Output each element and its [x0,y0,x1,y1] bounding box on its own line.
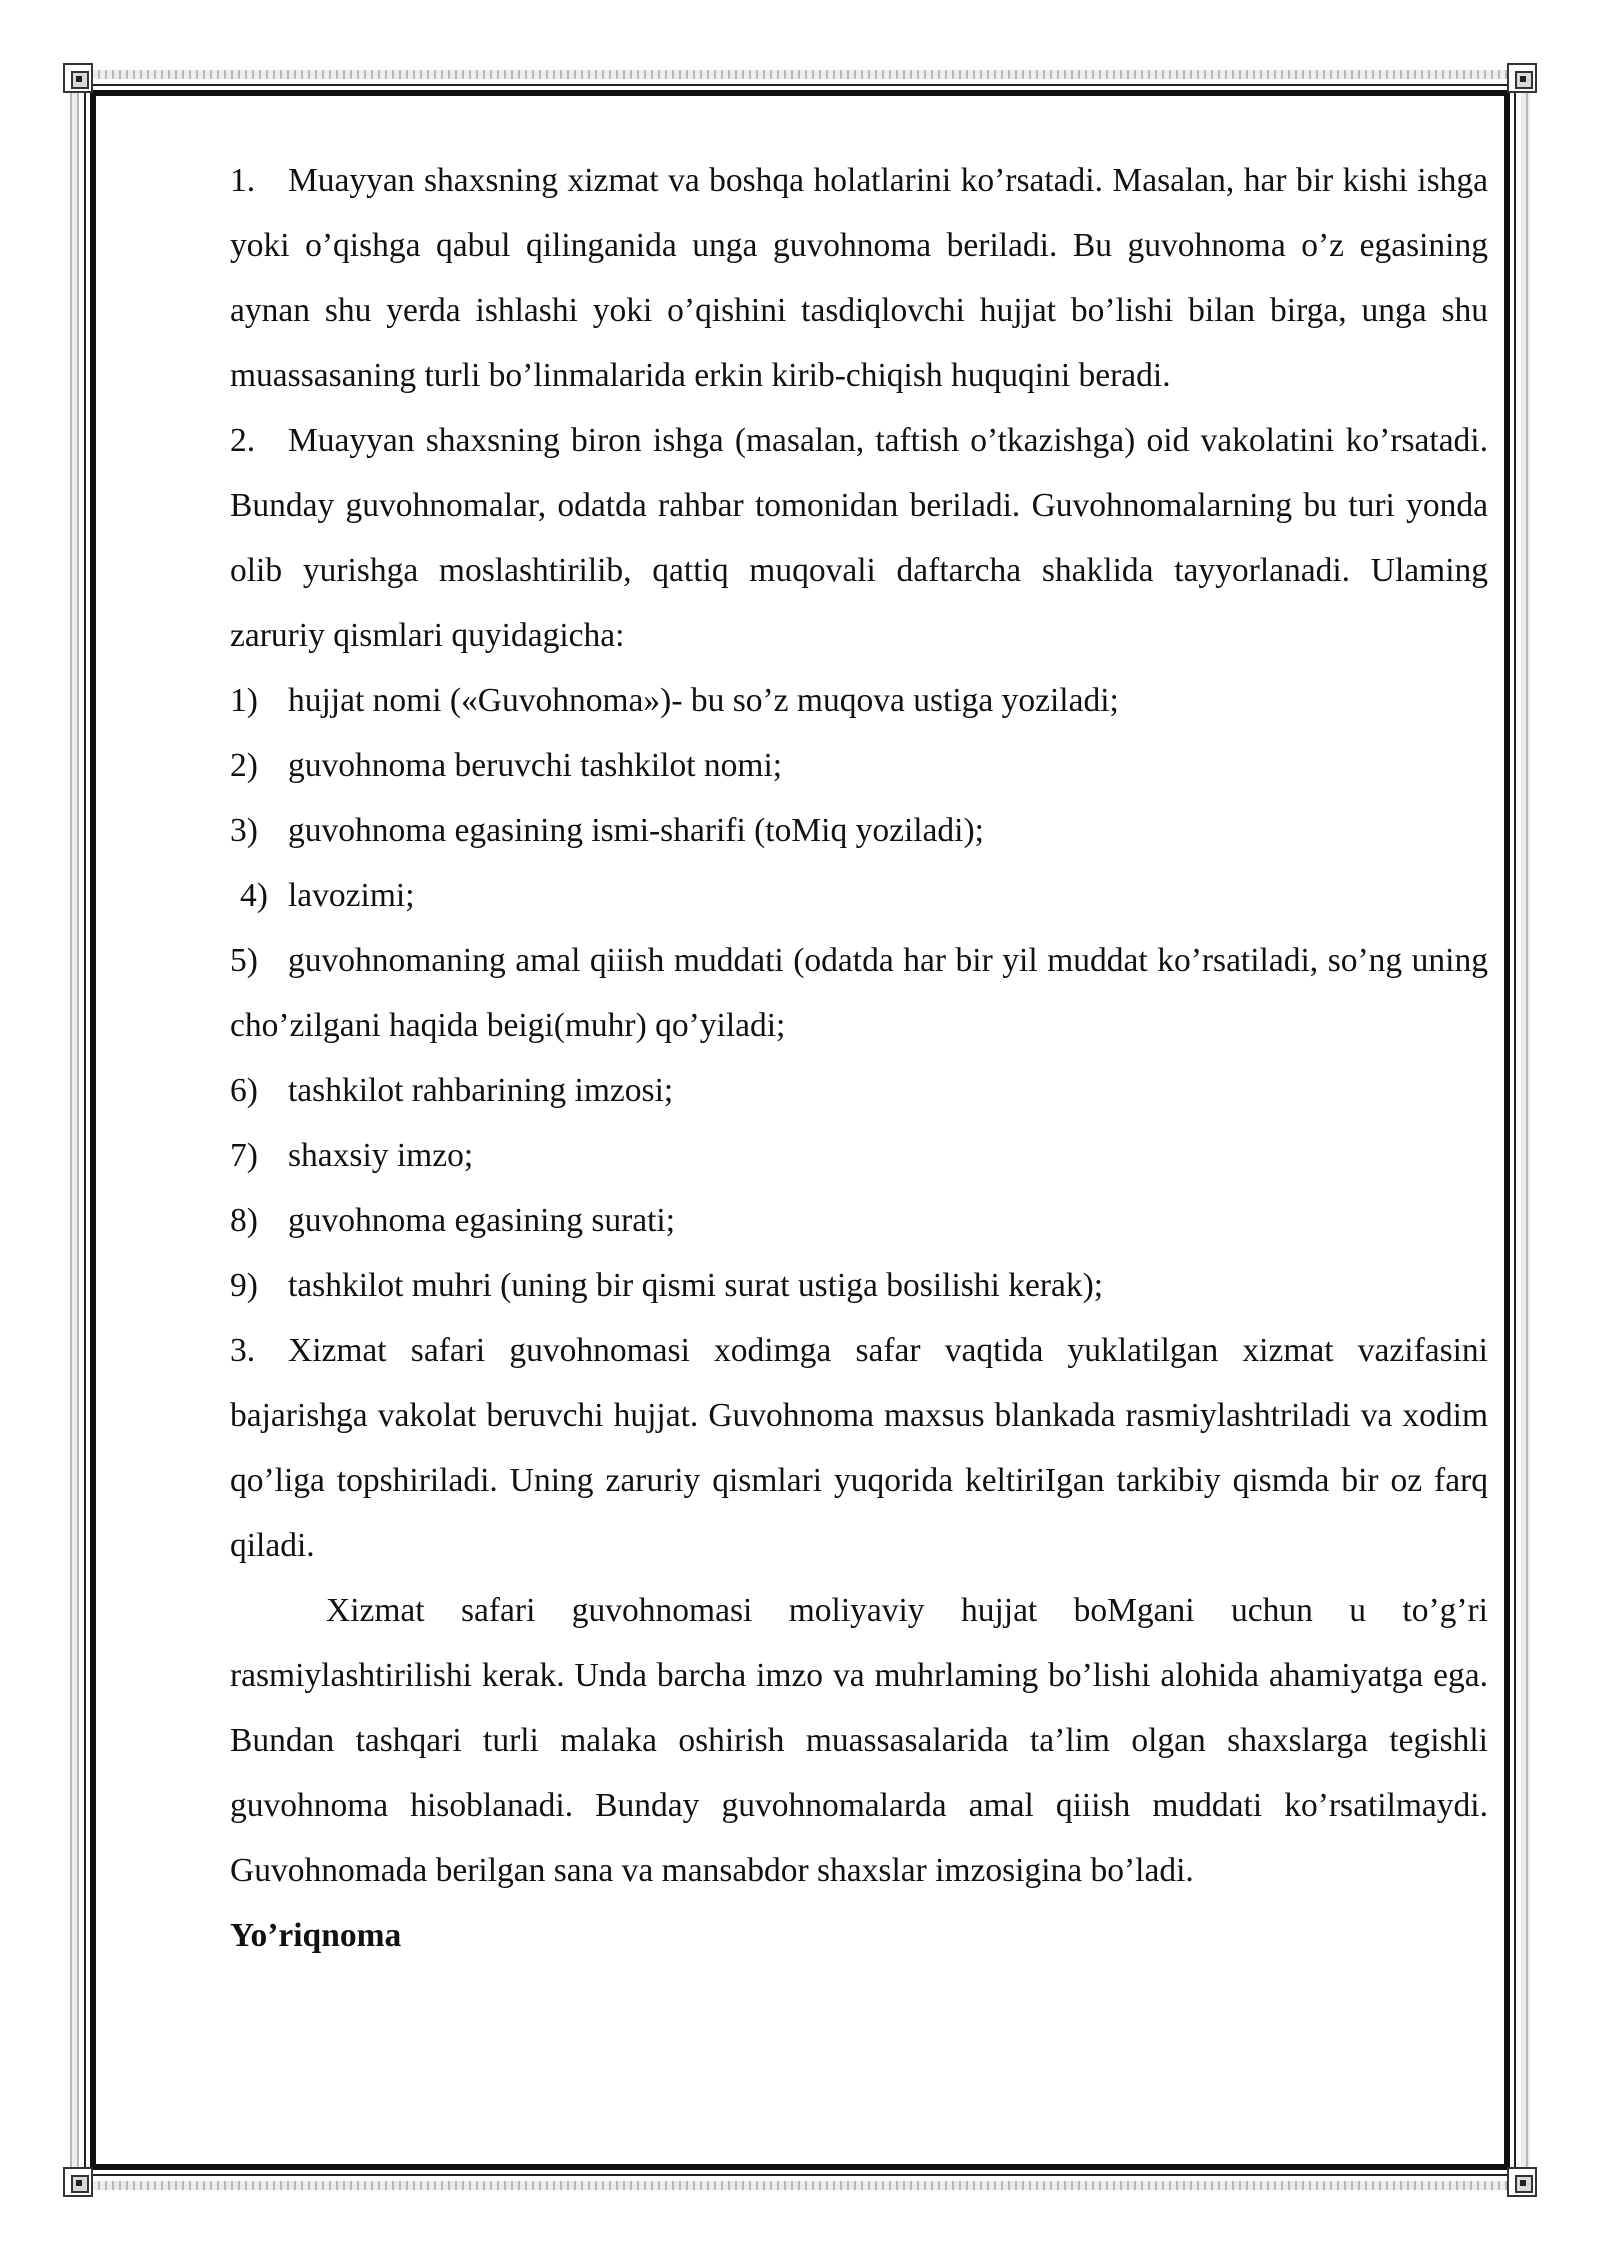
paragraph-number: 1. [230,162,256,199]
paragraph-3 [230,1318,1488,1578]
paragraph-1 [230,148,1488,408]
list-item [230,1253,1488,1318]
list-item-number: 1) [230,682,258,719]
list-item-number: 6) [230,1072,258,1109]
list-item [230,1058,1488,1123]
list-item-text: guvohnoma beruvchi tashkilot nomi; [288,747,783,784]
list-item-number: 8) [230,1202,258,1239]
list-item-text: hujjat nomi («Guvohnoma»)- bu so’z muqova ustiga yoziladi; [288,682,1119,719]
list-item-text: guvohnomaning amal qiiish muddati (odatda har bir yil muddat ko’rsatiladi, so’ng uning cho’zilgani haqida beigi(muhr) qo’yiladi; [230,942,1488,1044]
section-heading: Yo’riqnoma [230,1917,402,1954]
list-item-number: 3) [230,812,258,849]
list-item-number: 9) [230,1267,258,1304]
list-item-text: tashkilot rahbarining imzosi; [288,1072,674,1109]
list-item-number: 7) [230,1137,258,1174]
paragraph-text: Muayyan shaxsning xizmat va boshqa holatlarini ko’rsatadi. Masalan, har bir kishi ishga yoki o’qishga qabul qilinganida unga guvohnoma beriladi. Bu guvohnoma o’z egasining aynan shu yerda ishlashi yoki o’qishini tasdiqlovchi hujjat bo’lishi bilan birga, unga shu muassasaning turli bo’linmalarida erkin kirib-chiqish huquqini beradi. [230,162,1488,394]
list-item-number: 2) [230,747,258,784]
list-item [230,1188,1488,1253]
list-item-text: guvohnoma egasining ismi-sharifi (toMiq yoziladi); [288,812,984,849]
list-item [230,1123,1488,1188]
corner-ornament-top-left [63,63,93,93]
list-item-text: guvohnoma egasining surati; [288,1202,676,1239]
document-body [230,148,1488,1968]
corner-ornament-bottom-left [63,2167,93,2197]
list-item [230,863,1488,928]
list-item-text: tashkilot muhri (uning bir qismi surat ustiga bosilishi kerak); [288,1267,1104,1304]
list-item [230,798,1488,863]
corner-ornament-bottom-right [1507,2167,1537,2197]
paragraph-4: Xizmat safari guvohnomasi moliyaviy hujjat boMgani uchun u to’g’ri rasmiylashtirilishi kerak. Unda barcha imzo va muhrlaming bo’lishi alohida ahamiyatga ega. Bundan tashqari turli malaka oshirish muassasalarida ta’lim olgan shaxslarga tegishli guvohnoma hisoblanadi. Bunday guvohnomalarda amal qiiish muddati ko’rsatilmaydi. Guvohnomada berilgan sana va mansabdor shaxslar imzosigina bo’ladi. [230,1592,1488,1889]
list-item [230,733,1488,798]
paragraph-2 [230,408,1488,668]
list-item-text: lavozimi; [288,877,415,914]
paragraph-text: Muayyan shaxsning biron ishga (masalan, taftish o’tkazishga) oid vakolatini ko’rsatadi. Bunday guvohnomalar, odatda rahbar tomonidan beriladi. Guvohnomalarning bu turi yonda olib yurishga moslashtirilib, qattiq muqovali daftarcha shaklida tayyorlanadi. Ulaming zaruriy qismlari quyidagicha: [230,422,1488,654]
paragraph-number: 2. [230,422,256,459]
list-item [230,928,1488,1058]
list-item-number: 5) [230,942,258,979]
list-item-number: 4) [240,877,268,914]
paragraph-text: Xizmat safari guvohnomasi xodimga safar vaqtida yuklatilgan xizmat vazifasini bajarishga vakolat beruvchi hujjat. Guvohnoma maxsus blankada rasmiylashtriladi va xodim qo’liga topshiriladi. Uning zaruriy qismlari yuqorida keltiriIgan tarkibiy qismda bir oz farq qiladi. [230,1332,1488,1564]
list-item-text: shaxsiy imzo; [288,1137,474,1174]
paragraph-number: 3. [230,1332,256,1369]
corner-ornament-top-right [1507,63,1537,93]
list-item [230,668,1488,733]
